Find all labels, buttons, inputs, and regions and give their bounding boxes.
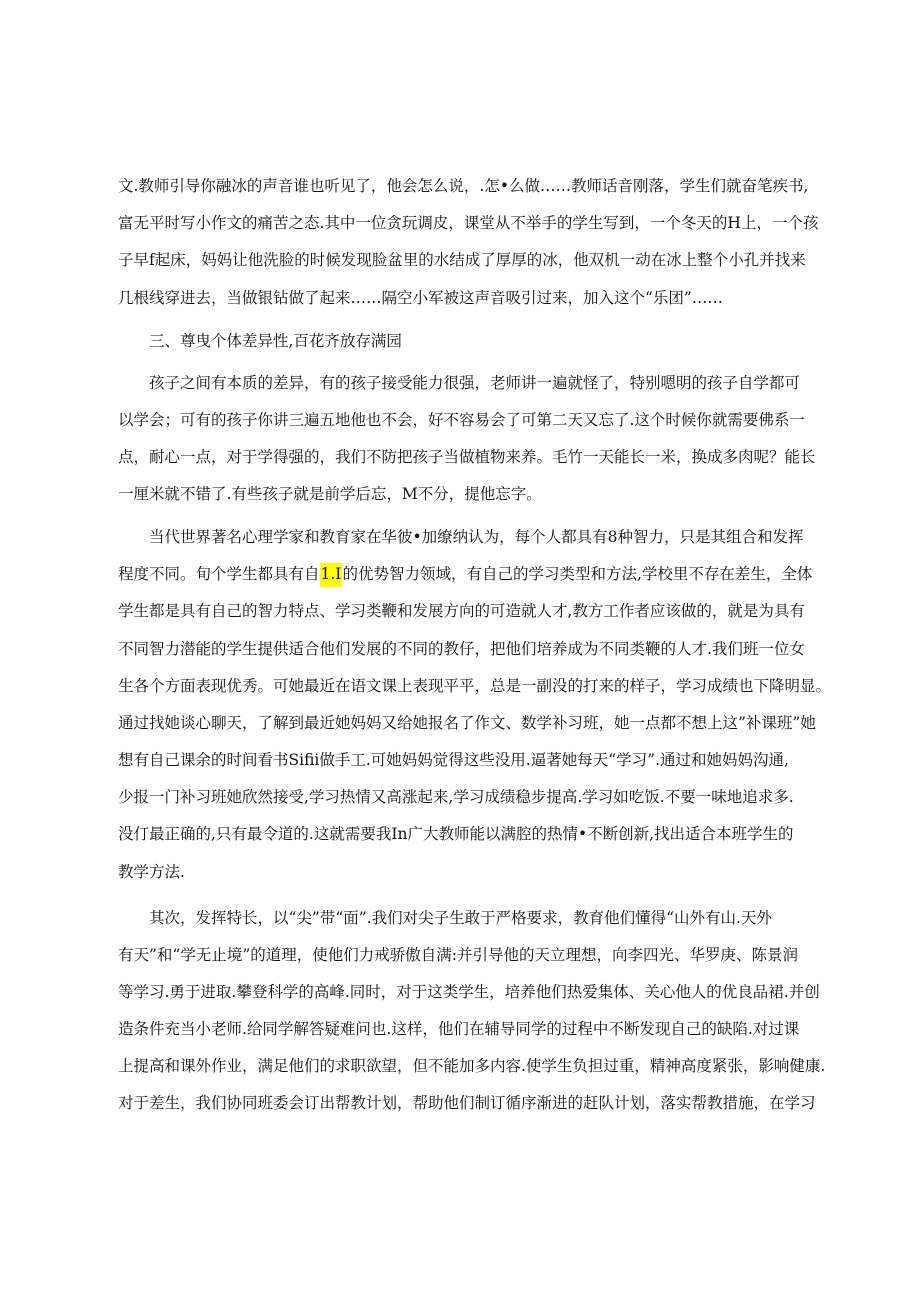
para3-line6: 通过找她谈心聊天，了解到最近她妈妈又给她报名了作文、数学补习班，她一点都不想上这”补课班”她 bbox=[118, 714, 816, 732]
para3-line10: 教学方法. bbox=[118, 863, 185, 881]
para3-line2-start: 程度不同。旬个学生都具有自 bbox=[118, 565, 320, 583]
para1-line2: 富无平时写小作文的痛苦之态.其中一位贪玩调皮，课堂从不举手的学生写到，一个冬天的H上，一个孩 bbox=[118, 214, 819, 232]
para4-line2: 有天”和“学无止境”的道理，使他们力戒骄傲自满:并引导他的天立理想，向李四光、华罗庚、陈景润 bbox=[118, 946, 798, 964]
para3-line2 bbox=[118, 564, 812, 584]
highlighted-text: 1.I bbox=[320, 563, 343, 587]
para3-line1: 当代世界著名心理学家和教育家在华彼•加缭纳认为，每个人都具有8种智力，只是其组合和发挥 bbox=[149, 528, 804, 546]
para2-line4: 一厘米就不错了.有些孩子就是前学后忘，M不分，提他忘字。 bbox=[118, 485, 542, 503]
para4-line4: 造条件充当小老师.给同学解答疑难问也.这样，他们在辅导同学的过程中不断发现自己的缺陷.对过课 bbox=[118, 1020, 800, 1038]
para2-line3: 点，耐心一点，对于学得强的，我们不防把孩子当做植物来养。毛竹一天能长一米，换成多肉呢？能长 bbox=[118, 448, 816, 466]
para3-line2-end: 的优势智力领域，有自己的学习类型和方法,学校里不存在差生，全体 bbox=[342, 565, 813, 583]
para1-line1: 文.教师引导你融冰的声音谁也听见了，他会怎么说，.怎•么做……教师话音刚落，学生们就奋笔疾书, bbox=[118, 177, 809, 195]
section-heading-3: 三、尊曳个体差异性,百花齐放存满园 bbox=[149, 332, 402, 350]
para3-line9: 没仃最正确的,只有最令道的.这就需要我In广大教师能以满腔的热情•不断创新,找出适合本班学生的 bbox=[118, 825, 794, 843]
para3-line8: 少报一门补习班她欣然接受,学习热情又高涨起来,学习成绩稳步提高.学习如吃饭.不要一味地追求多. bbox=[118, 788, 794, 806]
para4-line6: 对于差生，我们协同班委会订出帮教计划，帮助他们制订循序渐进的赶队计划，落实帮教措施，在学习 bbox=[118, 1094, 816, 1112]
para3-line7: 想有自己课余的时间看书Sifii做手工.可她妈妈觉得这些没用.逼著她每天“学习”.通过和她妈妈沟通, bbox=[118, 751, 789, 769]
para4-line1: 其次，发挥特长，以“尖”带“面”.我们对尖子生敢于严格要求，教育他们懂得“山外有山.天外 bbox=[149, 909, 772, 927]
para1-line3: 子早f起床，妈妈让他洗脸的时候发现脸盆里的水结成了厚厚的冰，他双机一动在冰上整个小孔并找来 bbox=[118, 251, 806, 269]
para4-line3: 等学习.勇于进取.攀登科学的高峰.同时，对于这类学生，培养他们热爱集体、关心他人的优良品裙.并创 bbox=[118, 983, 820, 1001]
para3-line5: 生各个方面表现优秀。可她最近在语文课上表现平平，总是一副没的打来的样子，学习成绩也下降明显。 bbox=[118, 677, 832, 695]
para2-line1: 孩子之间有本质的差异，有的孩子接受能力很强，老师讲一遍就怪了，特别嗯明的孩子自学都可 bbox=[149, 374, 801, 392]
para4-line5: 上提高和课外作业，满足他们的求职欲望，但不能加多内容.使学生负担过重，精神高度紧张，影响健康. bbox=[118, 1057, 826, 1075]
para3-line4: 不同智力潜能的学生提供适合他们发展的不同的教仔，把他们培养成为不同类鞭的人才.我们班一位女 bbox=[118, 640, 805, 658]
para2-line2: 以学会；可有的孩子你讲三遍五地他也不会，好不容易会了可第二天又忘了.这个时候你就需要佛系一 bbox=[118, 411, 805, 429]
para3-line3: 学生都是具有自己的智力特点、学习类鞭和发展方向的可造就人才,教方工作者应该做的，就是为具有 bbox=[118, 602, 805, 620]
para1-line4: 几根线穿进去，当做银钻做了起来……隔空小军被这声音吸引过来，加入这个“乐团”…… bbox=[118, 289, 723, 307]
